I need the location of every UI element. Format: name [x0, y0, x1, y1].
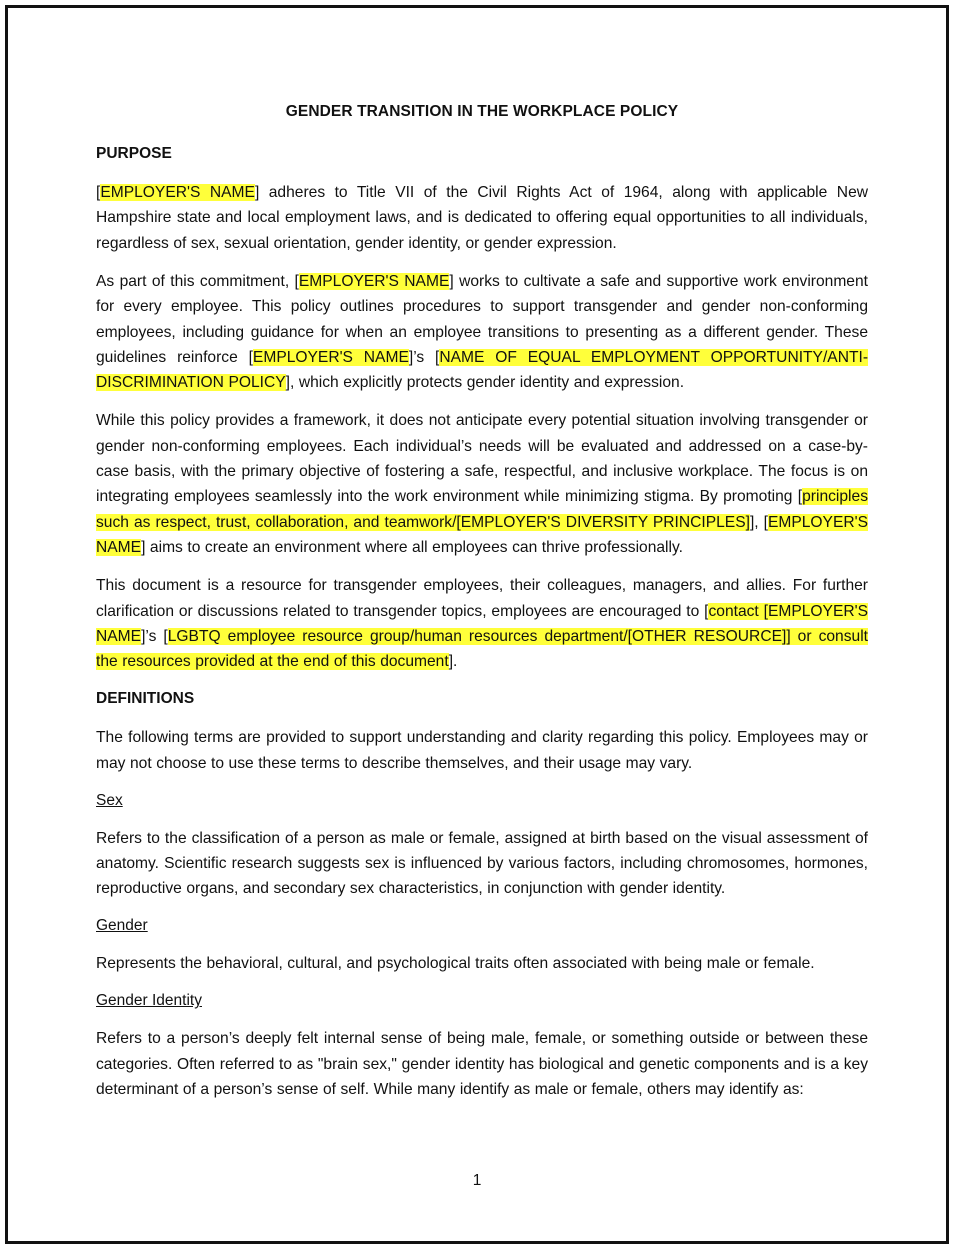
- purpose-paragraph-4: [96, 573, 868, 675]
- purpose-paragraph-2: [96, 269, 868, 396]
- text-run: ] adheres to Title VII of the Civil Rights Act of 1964, along with applicable New Hampshire state and local employment laws, and is dedicated to offering equal opportunities to all individuals, regardless of sex, sexual orientation, gender identity, or gender expression.: [96, 184, 868, 252]
- placeholder-highlight: contact [EMPLOYER'S NAME: [96, 602, 868, 645]
- text-run: This document is a resource for transgender employees, their colleagues, managers, and allies. For further clarification or discussions related to transgender topics, employees are encouraged to [: [96, 577, 868, 620]
- term-gender: Gender: [96, 917, 148, 935]
- text-run: ], which explicitly protects gender identity and expression.: [285, 374, 685, 392]
- text-run: ] aims to create an environment where all employees can thrive professionally.: [141, 539, 683, 557]
- section-heading-definitions: DEFINITIONS: [96, 690, 195, 708]
- placeholder-highlight: EMPLOYER'S NAME: [252, 348, 409, 366]
- page-number: 1: [472, 1172, 482, 1189]
- term-sex: Sex: [96, 791, 123, 809]
- document-title: GENDER TRANSITION IN THE WORKPLACE POLICY: [285, 103, 679, 120]
- placeholder-highlight: EMPLOYER'S NAME: [96, 513, 869, 557]
- definition-gender: Represents the behavioral, cultural, and psychological traits often associated with being male or female.: [96, 955, 815, 973]
- placeholder-highlight: EMPLOYER'S NAME: [100, 184, 255, 201]
- definition-sex: Refers to the classification of a person as male or female, assigned at birth based on the visual assessment of anatomy. Scientific research suggests sex is influenced by various factors, including chromosomes, hormones, reproductive organs, and secondary sex characteristics, in conjunction with gender identity.: [96, 829, 868, 898]
- placeholder-highlight: EMPLOYER'S NAME: [298, 272, 450, 290]
- purpose-paragraph-1: [96, 180, 868, 256]
- term-gender-identity: Gender Identity: [96, 992, 202, 1010]
- text-run: ], [: [749, 513, 768, 531]
- text-run: ] works to cultivate a safe and supportive work environment for every employee. This policy outlines procedures to support transgender and gender non-conforming employees, including guidance for when an employee transitions to presenting as a different gender. These guidelines reinforce [: [96, 272, 868, 366]
- placeholder-highlight: NAME OF EQUAL EMPLOYMENT OPPORTUNITY/ANTI-DISCRIMINATION POLICY: [96, 348, 869, 392]
- purpose-paragraph-3: [96, 408, 868, 560]
- definitions-intro: The following terms are provided to support understanding and clarity regarding this policy. Employees may or may not choose to use these terms to describe themselves, and their usage may vary.: [96, 729, 868, 772]
- placeholder-highlight: LGBTQ employee resource group/human resources department/[OTHER RESOURCE]] or consult the resources provided at the end of this document: [96, 628, 868, 671]
- placeholder-highlight: principles such as respect, trust, collaboration, and teamwork/[EMPLOYER'S DIVERSITY PRINCIPLES]: [96, 488, 868, 531]
- page-content: [96, 100, 868, 1115]
- text-run: ].: [448, 653, 458, 671]
- document-page: [5, 5, 949, 1244]
- text-run: ]’s [: [408, 348, 440, 366]
- text-run: As part of this commitment, [: [96, 272, 299, 290]
- text-run: While this policy provides a framework, it does not anticipate every potential situation involving transgender or gender non-conforming employees. Each individual’s needs will be evaluated and addressed on a case-by-case basis, with the primary objective of fostering a safe, respectful, and inclusive workplace. The focus is on integrating employees seamlessly into the work environment while minimizing stigma. By promoting [: [96, 412, 868, 506]
- text-run: [: [96, 184, 101, 201]
- text-run: ]’s [: [141, 628, 168, 645]
- definition-gender-identity: Refers to a person’s deeply felt internal sense of being male, female, or something outside or between these categories. Often referred to as "brain sex," gender identity has biological and genetic components and is a key determinant of a person’s sense of self. While many identify as male or female, others may identify as:: [96, 1030, 868, 1099]
- section-heading-purpose: PURPOSE: [96, 145, 172, 162]
